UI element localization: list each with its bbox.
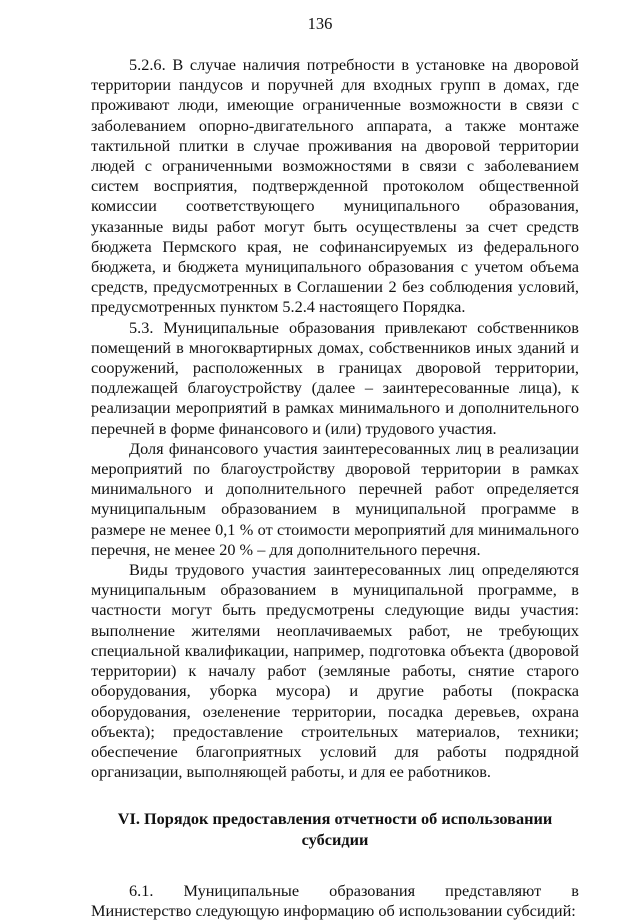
paragraph-financial-participation: Доля финансового участия заинтересованных лиц в реализации мероприятий по благоустройству дворовой территории в рамках минимального и дополнительного перечней работ определяется муниципальным образованием в муниципальной программе в размере не менее 0,1 % от стоимости мероприятий для минимального перечня, не менее 20 % – для дополнительного перечня. <box>91 438 579 559</box>
section-heading: VI. Порядок предоставления отчетности об использовании субсидии <box>117 809 553 849</box>
paragraph-5-3: 5.3. Муниципальные образования привлекают собственников помещений в многоквартирных домах, собственников иных зданий и сооружений, расположенных в границах дворовой территории, подлежащей благоустройству (далее – заинтересованные лица), к реализации мероприятий в рамках минимального и дополнительного перечней в форме финансового и (или) трудового участия. <box>91 317 579 438</box>
paragraph-5-2-6: 5.2.6. В случае наличия потребности в установке на дворовой территории пандусов и поручней для входных групп в домах, где проживают люди, имеющие ограниченные возможности в связи с заболеванием опорно-двигательного аппарата, а также монтаже тактильной плитки в случае проживания на дворовой территории людей с ограниченными возможностями в связи с заболеванием систем восприятия, подтвержденной протоколом общественной комиссии соответствующего муниципального образования, указанные виды работ могут быть осуществлены за счет средств бюджета Пермского края, не софинансируемых из федерального бюджета, и бюджета муниципального образования с учетом объема средств, предусмотренных в Соглашении 2 без соблюдения условий, предусмотренных пунктом 5.2.4 настоящего Порядка. <box>91 55 579 317</box>
document-body <box>91 55 579 921</box>
paragraph-6-1: 6.1. Муниципальные образования представляют в Министерство следующую информацию об использовании субсидий: <box>91 880 579 920</box>
paragraph-labor-participation: Виды трудового участия заинтересованных лиц определяются муниципальным образованием в муниципальной программе, в частности могут быть предусмотрены следующие виды участия: выполнение жителями неоплачиваемых работ, не требующих специальной квалификации, например, подготовка объекта (дворовой территории) к началу работ (земляные работы, снятие старого оборудования, уборка мусора) и другие работы (покраска оборудования, озеленение территории, посадка деревьев, охрана объекта); предоставление строительных материалов, техники; обеспечение благоприятных условий для работы подрядной организации, выполняющей работы, и для ее работников. <box>91 560 579 782</box>
page-number: 136 <box>307 14 333 33</box>
